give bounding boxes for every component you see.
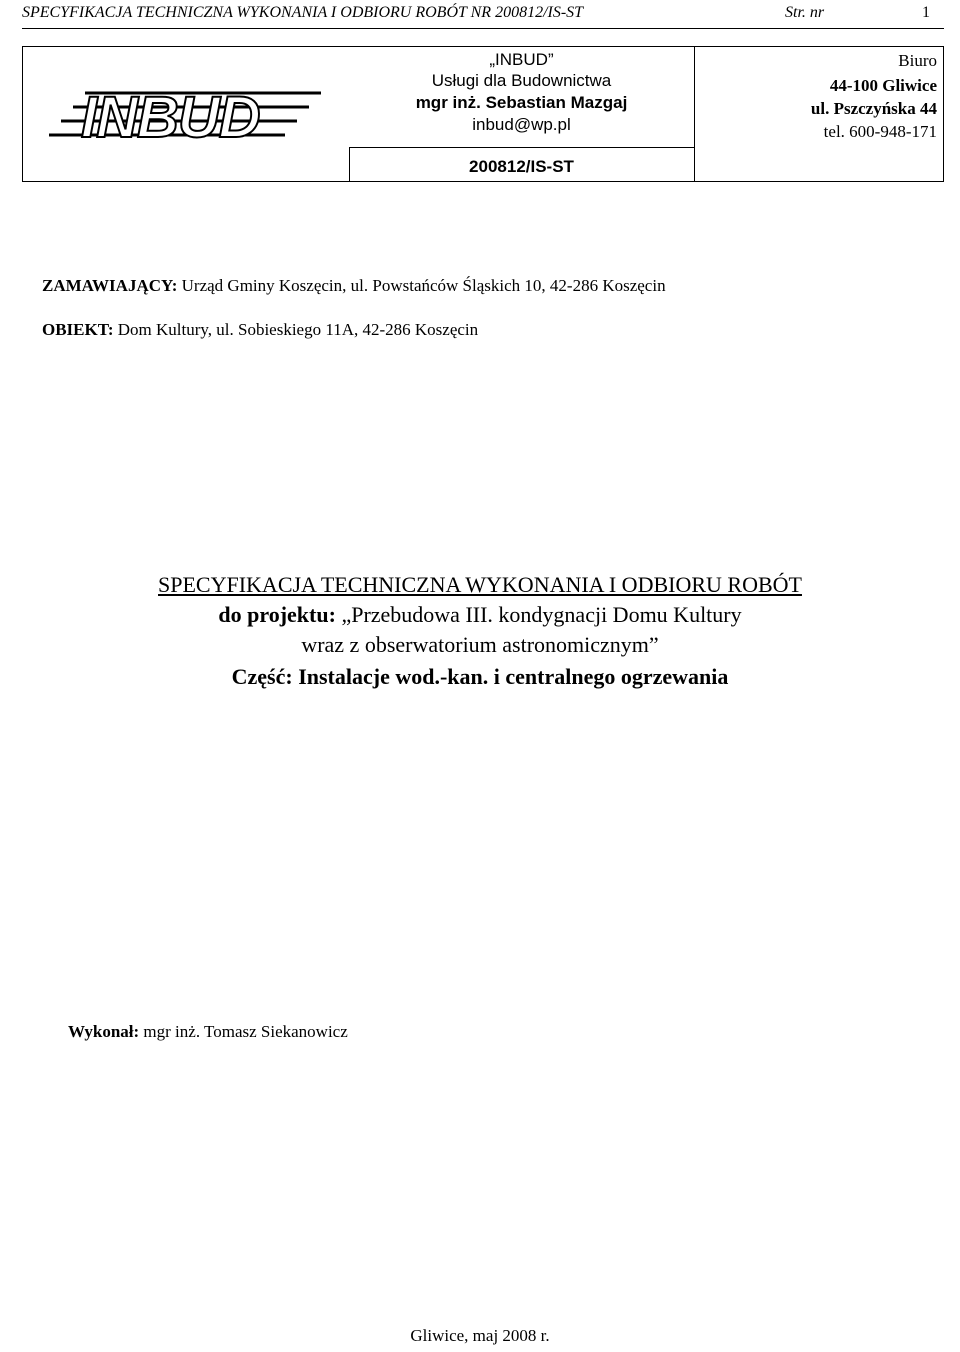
project-label: do projektu: (218, 602, 336, 627)
page-label: Str. nr (785, 4, 825, 21)
client-line (42, 276, 666, 296)
part-value: Instalacje wod.-kan. i centralnego ogrzewania (292, 664, 729, 689)
office-city: 44-100 Gliwice (829, 76, 937, 95)
place-date: Gliwice, maj 2008 r. (410, 1326, 550, 1345)
document-title: SPECYFIKACJA TECHNICZNA WYKONANIA I ODBIORU ROBÓT (158, 572, 802, 597)
company-services: Usługi dla Budownictwa (431, 71, 612, 90)
company-email[interactable]: inbud@wp.pl (472, 115, 571, 134)
office-street: ul. Pszczyńska 44 (810, 99, 937, 118)
prepared-by (68, 1022, 348, 1042)
letterhead-divider (349, 147, 694, 148)
inbud-logo (43, 87, 323, 147)
company-name: „INBUD” (489, 50, 554, 69)
object-line (42, 320, 478, 340)
client-value: Urząd Gminy Koszęcin, ul. Powstańców Śląskich 10, 42-286 Koszęcin (177, 276, 666, 295)
project-value: „Przebudowa III. kondygnacji Domu Kultury (335, 602, 742, 627)
letterhead-table (22, 46, 944, 182)
office-label: Biuro (898, 51, 937, 70)
document-number: 200812/IS-ST (469, 157, 574, 176)
prepared-value: mgr inż. Tomasz Siekanowicz (139, 1022, 348, 1041)
logo-wordmark: INBUD (81, 87, 260, 147)
object-value: Dom Kultury, ul. Sobieskiego 11A, 42-286 Koszęcin (113, 320, 479, 339)
letterhead-divider (694, 47, 695, 181)
project-line-continued: wraz z obserwatorium astronomicznym” (301, 632, 659, 657)
page-number: 1 (922, 4, 930, 21)
part-label: Część: (231, 664, 293, 689)
office-phone: tel. 600-948-171 (823, 122, 937, 141)
client-label: ZAMAWIAJĄCY: (42, 276, 178, 295)
header-rule (22, 28, 944, 29)
project-line (0, 600, 960, 630)
object-label: OBIEKT: (42, 320, 114, 339)
company-person: mgr inż. Sebastian Mazgaj (415, 93, 628, 112)
prepared-label: Wykonał: (68, 1022, 140, 1041)
running-header-title: SPECYFIKACJA TECHNICZNA WYKONANIA I ODBIORU ROBÓT NR 200812/IS-ST (22, 4, 584, 21)
part-line (0, 662, 960, 692)
